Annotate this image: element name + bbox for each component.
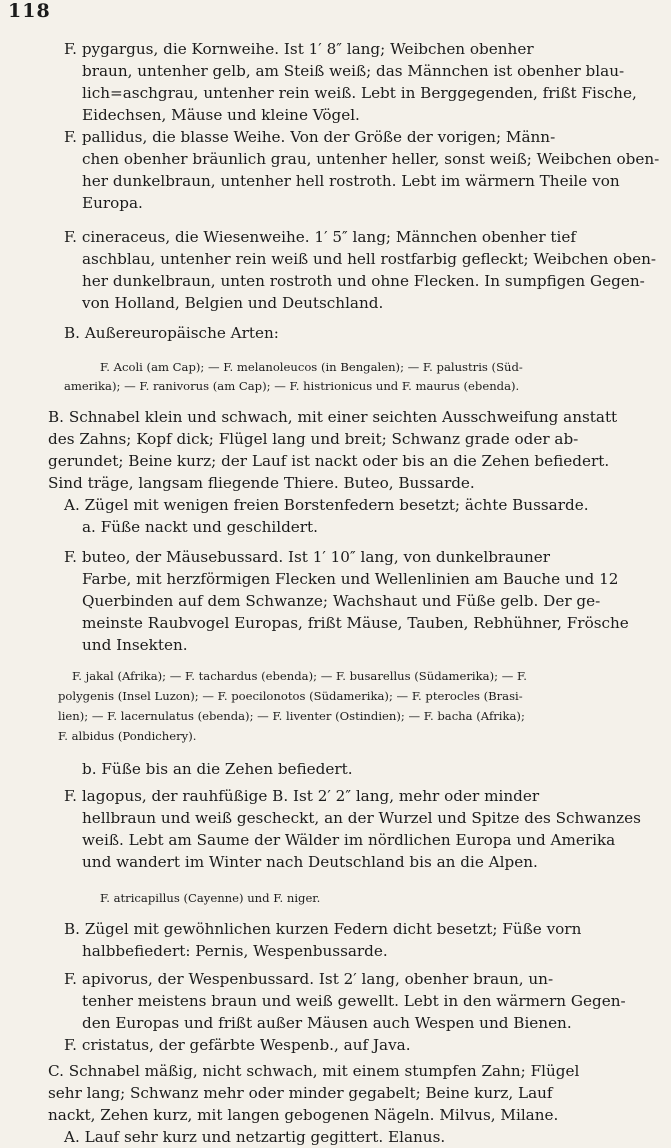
text-line: Eidechsen, Mäuse und kleine Vögel. [82, 106, 360, 124]
text-line: und Insekten. [82, 636, 188, 654]
text-line: F. pallidus, die blasse Weihe. Von der Größe der vorigen; Männ- [64, 128, 556, 146]
page-number: 118 [8, 0, 51, 22]
text-line: B. Zügel mit gewöhnlichen kurzen Federn dicht besetzt; Füße vorn [64, 920, 582, 938]
footnote-line: polygenis (Insel Luzon); — F. poecilonotos (Südamerika); — F. pterocles (Brasi- [58, 689, 523, 703]
text-line: Querbinden auf dem Schwanze; Wachshaut und Füße gelb. Der ge- [82, 592, 601, 610]
footnote-line: lien); — F. lacernulatus (ebenda); — F. liventer (Ostindien); — F. bacha (Afrika); [58, 709, 525, 723]
text-line: tenher meistens braun und weiß gewellt. Lebt in den wärmern Gegen- [82, 992, 626, 1010]
text-line: und wandert im Winter nach Deutschland bis an die Alpen. [82, 853, 538, 871]
text-line: chen obenher bräunlich grau, untenher heller, sonst weiß; Weibchen oben- [82, 150, 660, 168]
text-line: nackt, Zehen kurz, mit langen gebogenen Nägeln. Milvus, Milane. [48, 1106, 559, 1124]
text-line: hellbraun und weiß gescheckt, an der Wurzel und Spitze des Schwanzes [82, 809, 641, 827]
text-line: b. Füße bis an die Zehen befiedert. [82, 760, 353, 778]
footnote-line: F. atricapillus (Cayenne) und F. niger. [100, 891, 321, 905]
text-line: von Holland, Belgien und Deutschland. [82, 294, 384, 312]
text-line: gerundet; Beine kurz; der Lauf ist nackt oder bis an die Zehen befiedert. [48, 452, 610, 470]
text-line: F. pygargus, die Kornweihe. Ist 1′ 8″ lang; Weibchen obenher [64, 40, 534, 58]
footnote-line: amerika); — F. ranivorus (am Cap); — F. histrionicus und F. maurus (ebenda). [64, 379, 520, 393]
text-line: lich=aschgrau, untenher rein weiß. Lebt in Berggegenden, frißt Fische, [82, 84, 637, 102]
text-line: a. Füße nackt und geschildert. [82, 518, 318, 536]
text-line: Farbe, mit herzförmigen Flecken und Wellenlinien am Bauche und 12 [82, 570, 619, 588]
text-line: halbbefiedert: Pernis, Wespenbussarde. [82, 942, 388, 960]
text-line: F. apivorus, der Wespenbussard. Ist 2′ lang, obenher braun, un- [64, 970, 554, 988]
text-line: F. lagopus, der rauhfüßige B. Ist 2′ 2″ lang, mehr oder minder [64, 787, 540, 805]
text-line: weiß. Lebt am Saume der Wälder im nördlichen Europa und Amerika [82, 831, 616, 849]
text-line: F. cineraceus, die Wiesenweihe. 1′ 5″ lang; Männchen obenher tief [64, 228, 576, 246]
text-line: aschblau, untenher rein weiß und hell rostfarbig gefleckt; Weibchen oben- [82, 250, 656, 268]
text-line: A. Zügel mit wenigen freien Borstenfedern besetzt; ächte Bussarde. [64, 496, 589, 514]
text-line: B. Außereuropäische Arten: [64, 324, 279, 342]
text-line: C. Schnabel mäßig, nicht schwach, mit einem stumpfen Zahn; Flügel [48, 1062, 580, 1080]
text-line: A. Lauf sehr kurz und netzartig gegittert. Elanus. [64, 1128, 446, 1146]
text-line: des Zahns; Kopf dick; Flügel lang und breit; Schwanz grade oder ab- [48, 430, 579, 448]
text-line: her dunkelbraun, untenher hell rostroth. Lebt im wärmern Theile von [82, 172, 620, 190]
text-line: her dunkelbraun, unten rostroth und ohne Flecken. In sumpfigen Gegen- [82, 272, 645, 290]
text-line: Sind träge, langsam fliegende Thiere. Buteo, Bussarde. [48, 474, 475, 492]
footnote-line: F. albidus (Pondichery). [58, 729, 197, 743]
text-line: F. buteo, der Mäusebussard. Ist 1′ 10″ lang, von dunkelbrauner [64, 548, 551, 566]
footnote-line: F. Acoli (am Cap); — F. melanoleucos (in Bengalen); — F. palustris (Süd- [100, 360, 523, 374]
text-line: braun, untenher gelb, am Steiß weiß; das Männchen ist obenher blau- [82, 62, 625, 80]
text-line: B. Schnabel klein und schwach, mit einer seichten Ausschweifung anstatt [48, 408, 618, 426]
text-line: den Europas und frißt außer Mäusen auch Wespen und Bienen. [82, 1014, 572, 1032]
text-line: F. cristatus, der gefärbte Wespenb., auf Java. [64, 1036, 411, 1054]
text-line: Europa. [82, 194, 143, 212]
text-line: sehr lang; Schwanz mehr oder minder gegabelt; Beine kurz, Lauf [48, 1084, 553, 1102]
footnote-line: F. jakal (Afrika); — F. tachardus (ebenda); — F. busarellus (Südamerika); — F. [72, 669, 527, 683]
text-line: meinste Raubvogel Europas, frißt Mäuse, Tauben, Rebhühner, Frösche [82, 614, 629, 632]
